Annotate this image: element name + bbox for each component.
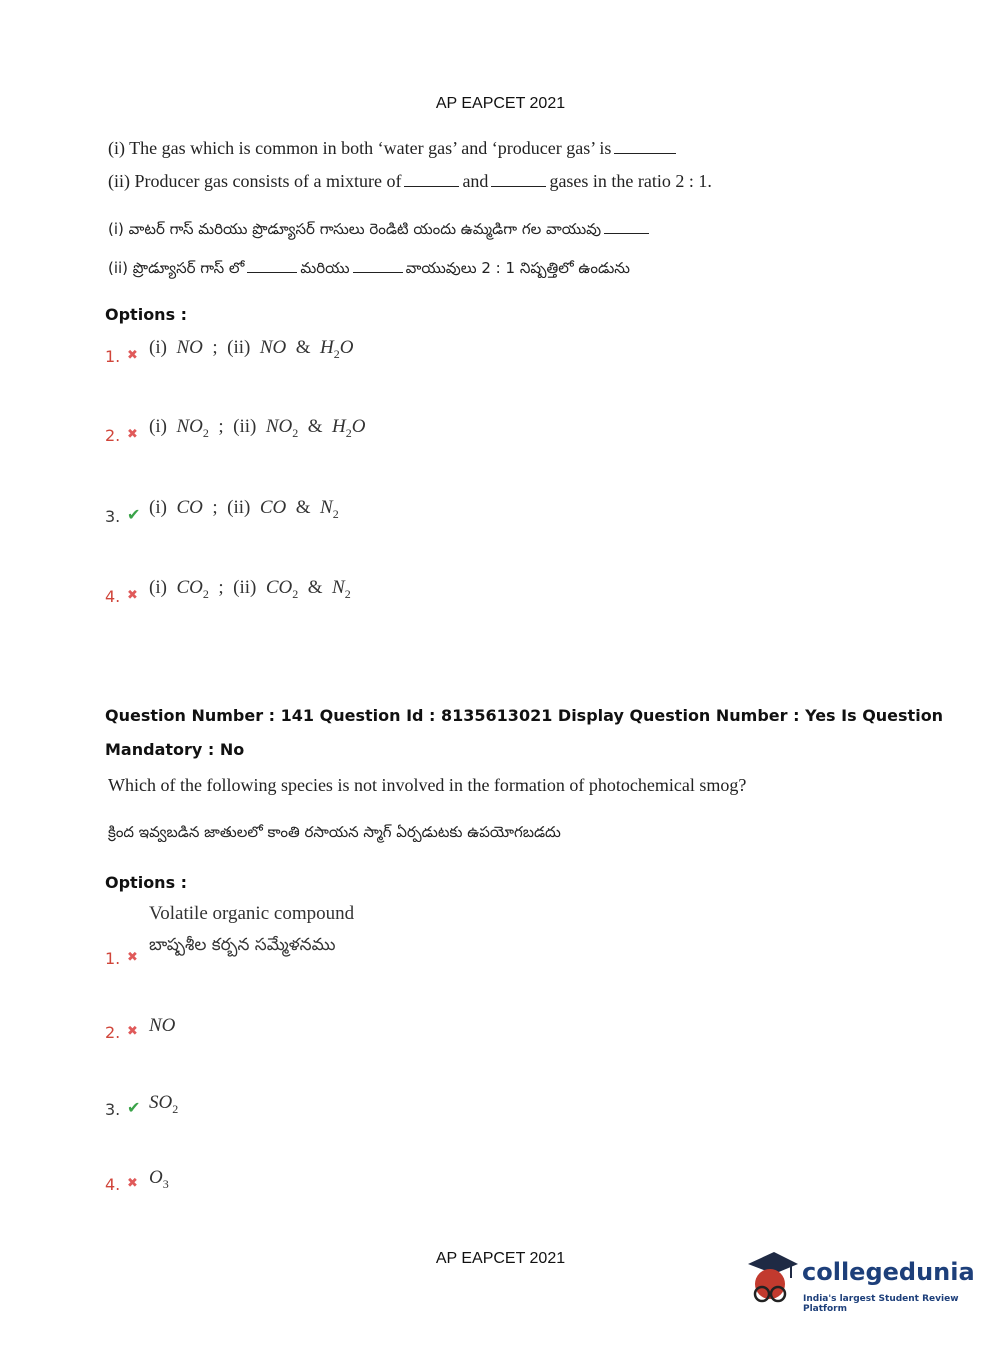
cross-icon: ✖ bbox=[127, 427, 138, 442]
q140-options-label: Options : bbox=[105, 305, 188, 324]
q141-options-label: Options : bbox=[105, 873, 188, 892]
option-number: 3. bbox=[105, 1100, 121, 1119]
q141-question-te: క్రింద ఇవ్వబడిన జాతులలో కాంతి రసాయన స్మాగ్ ఏర్పడుటకు ఉపయోగబడదు bbox=[108, 823, 561, 841]
cross-icon: ✖ bbox=[127, 348, 138, 363]
mascot-icon bbox=[740, 1250, 800, 1310]
collegedunia-logo bbox=[740, 1250, 975, 1314]
option-formula: $SO_2$ bbox=[149, 1092, 179, 1116]
option-number: 2. bbox=[105, 426, 121, 445]
q141-question-en: Which of the following species is not involved in the formation of photochemical smog? bbox=[108, 775, 747, 795]
option-formula: NO bbox=[149, 1015, 176, 1036]
q140-telugu-ii: (ii) ప్రొడ్యూసర్ గాస్ లో మరియు వాయువులు 2 : 1 నిష్పత్తిలో ఉండును bbox=[108, 259, 630, 277]
check-icon: ✔ bbox=[127, 505, 141, 524]
option-formula: $O_3$ bbox=[149, 1167, 169, 1191]
cross-icon: ✖ bbox=[127, 588, 138, 603]
option-text: (i) CO ; (ii) CO & $N_2$ bbox=[149, 497, 339, 521]
logo-tagline: India's largest Student Review Platform bbox=[803, 1294, 959, 1314]
option-number: 1. bbox=[105, 949, 121, 968]
option-text: (i) NO ; (ii) NO & $H_2O$ bbox=[149, 337, 354, 361]
option-text: (i) $CO_2$ ; (ii) $CO_2$ & $N_2$ bbox=[149, 577, 351, 601]
option-number: 3. bbox=[105, 507, 121, 526]
q141-meta-line2: Mandatory : No bbox=[105, 740, 245, 759]
cross-icon: ✖ bbox=[127, 1024, 138, 1039]
q140-line-ii: (ii) Producer gas consists of a mixture of and gases in the ratio 2 : 1. bbox=[108, 171, 712, 191]
page-header: AP EAPCET 2021 bbox=[435, 95, 566, 112]
q140-telugu-i: (i) వాటర్ గాస్ మరియు ప్రొడ్యూసర్ గాసులు రెండిటి యందు ఉమ్మడిగా గల వాయువు bbox=[108, 220, 652, 242]
page-footer: AP EAPCET 2021 bbox=[435, 1250, 566, 1267]
option-text-te: బాష్పశీల కర్బన సమ్మేళనము bbox=[149, 935, 336, 955]
option-number: 4. bbox=[105, 587, 121, 606]
option-number: 4. bbox=[105, 1175, 121, 1194]
option-text: (i) $NO_2$ ; (ii) $NO_2$ & $H_2O$ bbox=[149, 416, 366, 440]
cross-icon: ✖ bbox=[127, 1176, 138, 1191]
cross-icon: ✖ bbox=[127, 950, 138, 965]
option-text-en: Volatile organic compound bbox=[149, 903, 355, 924]
check-icon: ✔ bbox=[127, 1098, 141, 1117]
logo-wordmark: collegedunia bbox=[802, 1258, 975, 1286]
option-number: 2. bbox=[105, 1023, 121, 1042]
q141-meta-line1: Question Number : 141 Question Id : 8135613021 Display Question Number : Yes Is Question bbox=[105, 706, 944, 725]
q140-line-i: (i) The gas which is common in both ‘water gas’ and ‘producer gas’ is bbox=[108, 138, 679, 159]
option-number: 1. bbox=[105, 347, 121, 366]
